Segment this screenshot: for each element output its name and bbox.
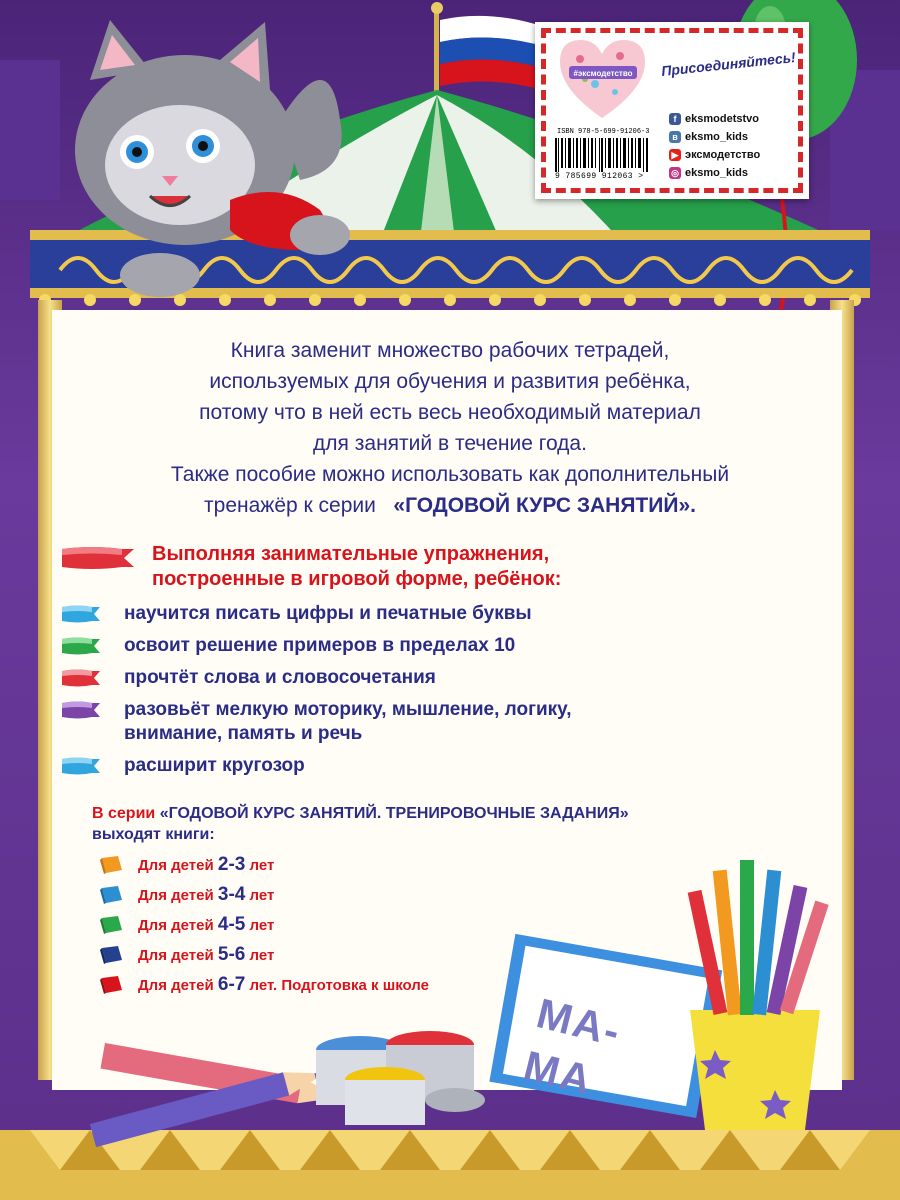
series-name: «ГОДОВОЙ КУРС ЗАНЯТИЙ». [393, 494, 696, 517]
benefit-text: внимание, память и речь [124, 723, 363, 744]
book-age: 5-6 [217, 944, 246, 965]
blue-ribbon-icon [62, 756, 100, 776]
intro-line: для занятий в течение года. [313, 432, 587, 455]
benefit-text: прочтёт слова и словосочетания [124, 667, 436, 688]
book-label: Для детей [138, 977, 218, 994]
lead-line: построенные в игровой форме, ребёнок: [152, 568, 562, 590]
card-line: МА [519, 1041, 598, 1104]
list-item [62, 698, 572, 746]
benefit-text: освоит решение примеров в пределах 10 [124, 635, 516, 656]
lead-heading [152, 542, 561, 592]
vk-icon: в [669, 131, 681, 143]
book-age: 6-7 [217, 974, 246, 995]
book-suffix: лет. Подготовка к школе [245, 977, 429, 994]
green-ribbon-icon [62, 636, 100, 656]
benefit-text: разовьёт мелкую моторику, мышление, логику, [124, 699, 572, 720]
join-heading: Присоединяйтесь! [660, 48, 797, 80]
social-link-vk[interactable] [669, 128, 760, 146]
book-age: 2-3 [217, 854, 246, 875]
facebook-icon: f [669, 113, 681, 125]
book-suffix: лет [245, 947, 275, 964]
benefit-text: расширит кругозор [124, 755, 305, 776]
book-label: Для детей [138, 887, 218, 904]
intro-line: Также пособие можно использовать как дополнительный [170, 463, 730, 486]
book-label: Для детей [138, 947, 218, 964]
card-line: МА- [532, 989, 627, 1056]
red-ribbon-icon [62, 545, 134, 571]
blue-ribbon-icon [62, 604, 100, 624]
benefits-list [62, 602, 572, 786]
list-item [62, 666, 572, 690]
social-promo-card [535, 22, 809, 199]
book-age: 4-5 [217, 914, 246, 935]
purple-ribbon-icon [62, 700, 100, 720]
red-ribbon-icon [62, 668, 100, 688]
series-title: «ГОДОВОЙ КУРС ЗАНЯТИЙ. ТРЕНИРОВОЧНЫЕ ЗАДАНИЯ» [159, 805, 629, 822]
intro-paragraph [80, 335, 820, 521]
list-item [62, 634, 572, 658]
isbn-text: ISBN 978-5-699-91206-3 [557, 128, 650, 136]
benefit-text: научится писать цифры и печатные буквы [124, 603, 532, 624]
list-item [62, 602, 572, 626]
youtube-icon: ▶ [669, 149, 681, 161]
book-suffix: лет [245, 917, 275, 934]
list-item [62, 754, 572, 778]
social-handle: eksmo_kids [685, 131, 748, 143]
intro-last-line [80, 490, 820, 521]
barcode-graphic [555, 138, 651, 172]
series-line: выходят книги: [92, 826, 215, 843]
heart-logo-icon [555, 34, 650, 124]
book-age: 3-4 [217, 884, 246, 905]
heart-label: #эксмодетство [573, 69, 633, 78]
intro-line: используемых для обучения и развития ребёнка, [209, 370, 691, 393]
series-line [92, 803, 629, 824]
intro-prefix: тренажёр к серии [204, 494, 376, 517]
book-suffix: лет [245, 887, 275, 904]
social-handle: eksmo_kids [685, 167, 748, 179]
social-link-youtube[interactable] [669, 146, 760, 164]
social-link-facebook[interactable] [669, 110, 760, 128]
barcode-number: 9 785699 912063 > [555, 172, 644, 181]
school-supplies-illustration [0, 830, 900, 1200]
social-links [669, 110, 760, 182]
book-label: Для детей [138, 857, 218, 874]
social-link-instagram[interactable] [669, 164, 760, 182]
book-label: Для детей [138, 917, 218, 934]
social-handle: эксмодетство [685, 149, 761, 161]
social-handle: eksmodetstvo [685, 113, 759, 125]
intro-line: потому что в ней есть весь необходимый материал [199, 401, 701, 424]
intro-line: Книга заменит множество рабочих тетрадей, [230, 339, 670, 362]
series-prefix: В серии [92, 805, 160, 822]
lead-line: Выполняя занимательные упражнения, [152, 543, 550, 565]
book-suffix: лет [245, 857, 275, 874]
instagram-icon: ◎ [669, 167, 681, 179]
